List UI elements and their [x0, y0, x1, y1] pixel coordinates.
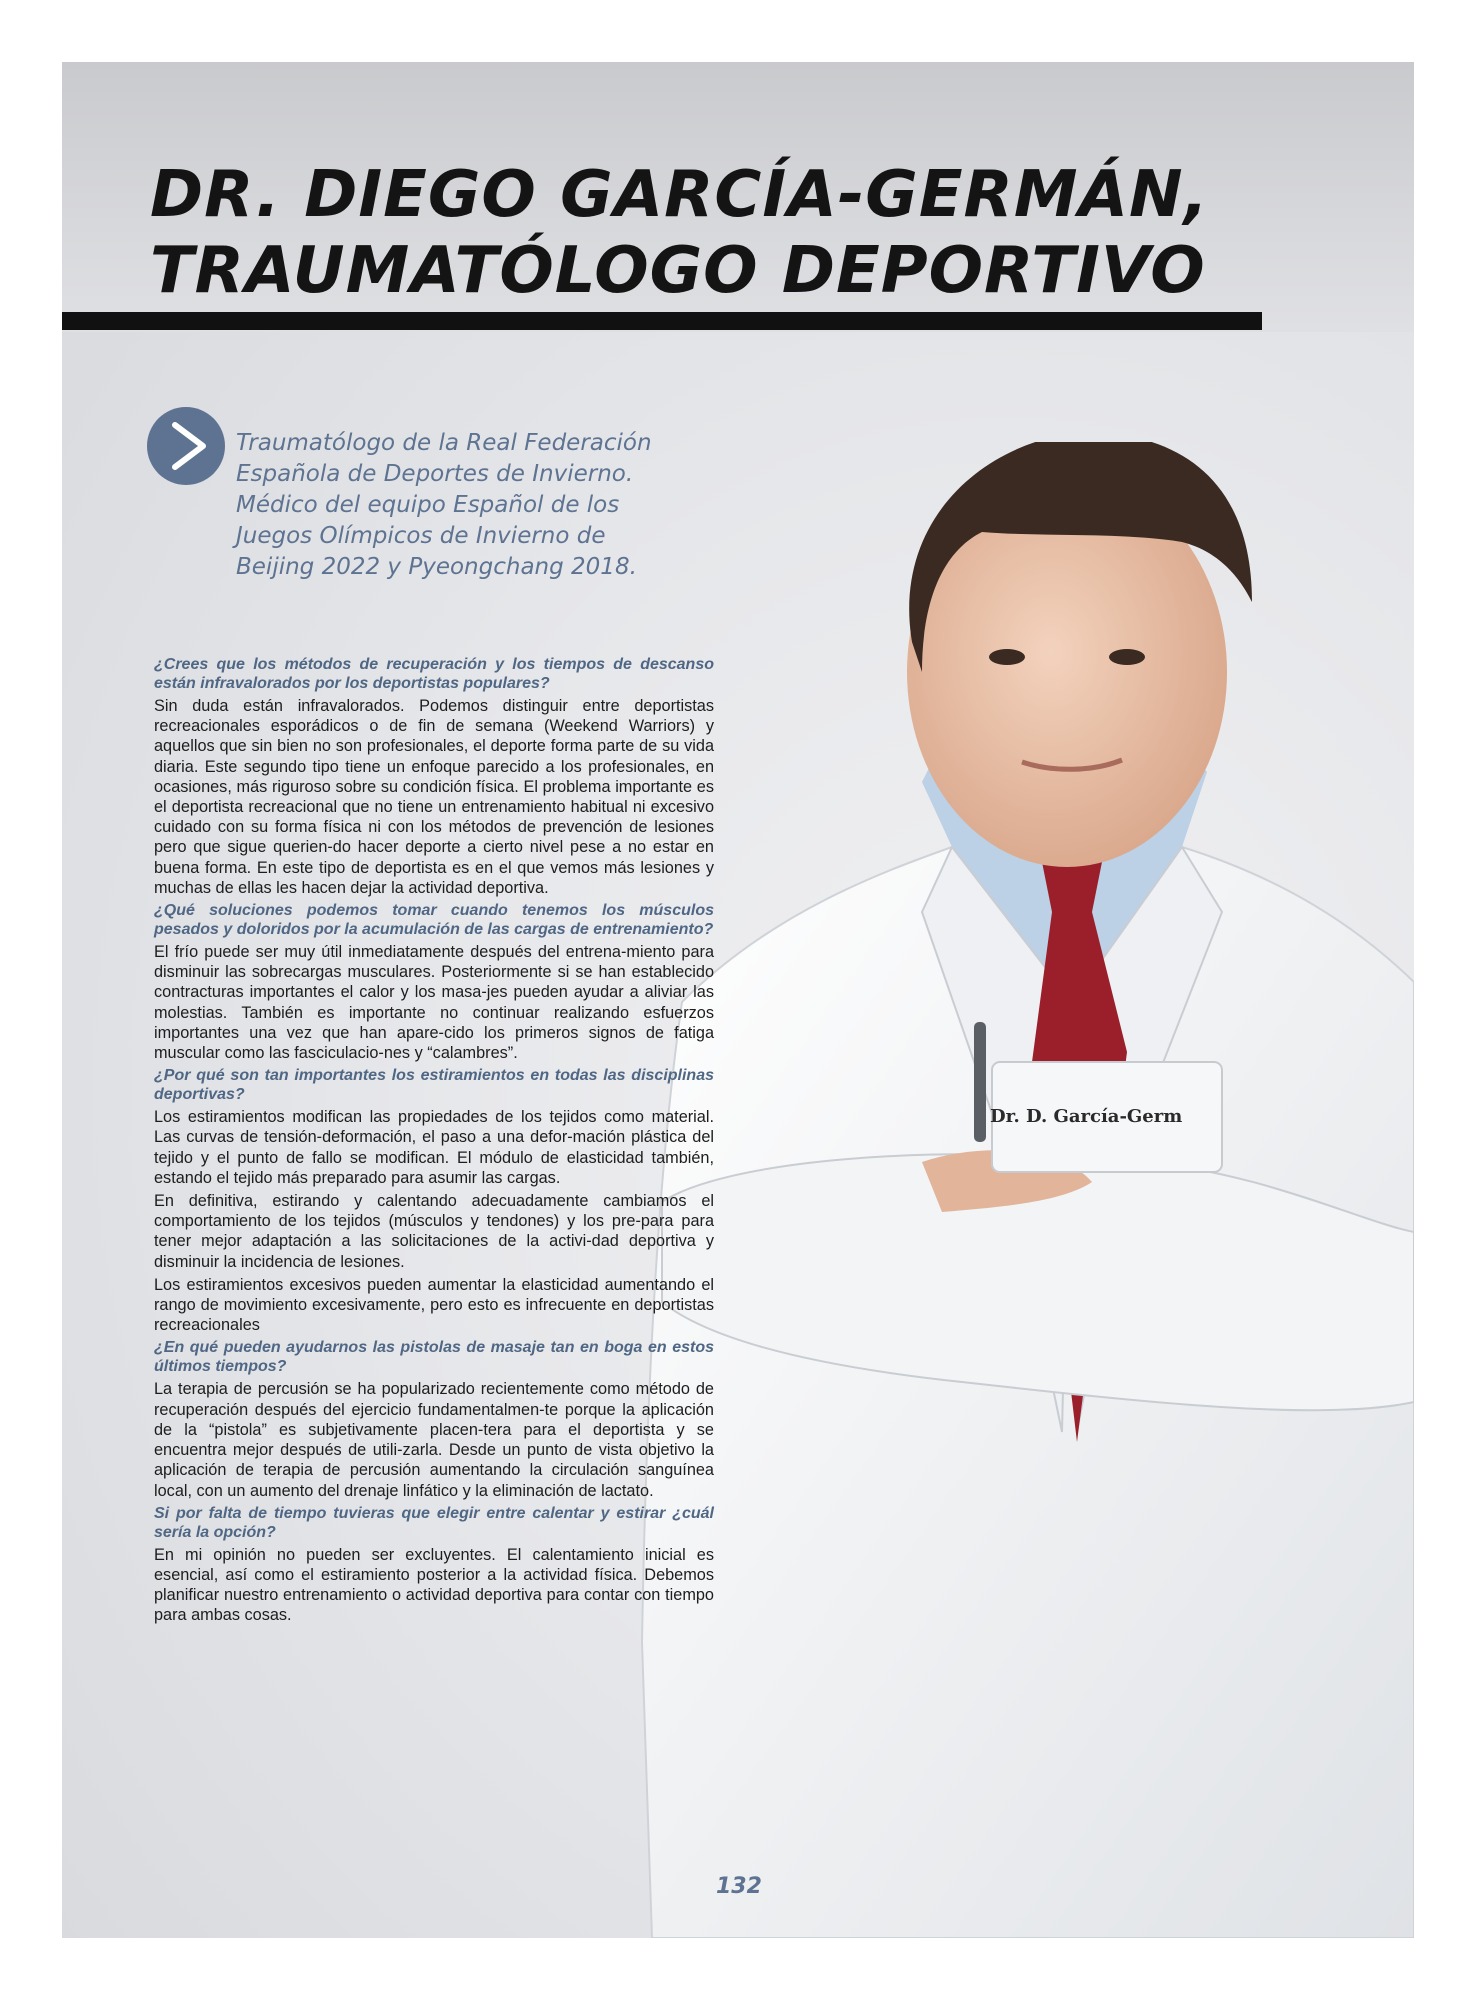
question-4: ¿En qué pueden ayudarnos las pistolas de masaje tan en boga en estos últimos tiempos? [154, 1339, 714, 1376]
answer-3a: Los estiramientos modifican las propiedades de los tejidos como material. Las curvas de tensión-deformación, el paso a una defor-mación plástica del tejido y el punto de fallo se modifican. El módulo de elasticidad también, estando el tejido más preparado para asumir las cargas. [154, 1108, 714, 1187]
intro-lead [236, 428, 756, 583]
question-5: Si por falta de tiempo tuvieras que elegir entre calentar y estirar ¿cuál sería la opción? [154, 1504, 714, 1541]
interview-body [154, 655, 714, 1629]
question-1: ¿Crees que los métodos de recuperación y los tiempos de descanso están infravalorados por los deportistas populares? [154, 656, 714, 692]
intro-line: Médico del equipo Español de los [236, 492, 620, 518]
title-rule [62, 312, 1262, 330]
intro-line: Española de Deportes de Invierno. [236, 461, 634, 487]
answer-3c: Los estiramientos excesivos pueden aumentar la elasticidad aumentando el rango de movimiento excesivamente, pero esto es infrecuente en deportistas recreacionales [154, 1275, 714, 1335]
answer-3b: En definitiva, estirando y calentando adecuadamente cambiamos el comportamiento de los tejidos (músculos y tendones) y los pre-para para tener mejor adaptación a las solicitaciones de la activi-dad deportiva y disminuir la incidencia de lesiones. [154, 1192, 714, 1271]
pen-icon [974, 1022, 986, 1142]
coat-name-tag: Dr. D. García-Germ [990, 1106, 1183, 1127]
doctor-portrait [622, 442, 1414, 1938]
page-title [150, 157, 1209, 309]
question-3: ¿Por qué son tan importantes los estiramientos en todas las disciplinas deportivas? [154, 1067, 714, 1104]
title-line-2: TRAUMATÓLOGO DEPORTIVO [150, 234, 1206, 308]
answer-1: Sin duda están infravalorados. Podemos distinguir entre deportistas recreacionales esporádicos o de fin de semana (Weekend Warriors) y aquellos que sin bien no son profesionales, el deporte forma parte de su vida diaria. Este segundo tipo tiene un enfoque parecido a los profesionales, en ocasiones, más riguroso sobre su condición física. El problema importante es el deportista recreacional que no tiene un entrenamiento habitual ni excesivo cuidado con su forma física ni con los métodos de prevención de lesiones pero que sigue querien-do hacer deporte a cierto nivel pese a no estar en buena forma. En este tipo de deportista es en el que vemos más lesiones y muchas de ellas les hacen dejar la actividad deportiva. [154, 697, 714, 897]
answer-4: La terapia de percusión se ha popularizado recientemente como método de recuperación después del ejercicio fundamentalmen-te porque la aplicación de la “pistola” es subjetivamente placen-tera para el deportista y se encuentra mejor después de utili-zarla. Desde un punto de vista objetivo la aplicación de terapia de percusión aumentando la circulación sanguínea local, con un aumento del drenaje linfático y la eliminación de lactato. [154, 1380, 714, 1500]
intro-line: Juegos Olímpicos de Invierno de [236, 523, 606, 549]
intro-line: Traumatólogo de la Real Federación [236, 430, 652, 456]
intro-line: Beijing 2022 y Pyeongchang 2018. [236, 554, 637, 580]
intro-badge [147, 407, 225, 485]
answer-2: El frío puede ser muy útil inmediatamente después del entrena-miento para disminuir las sobrecargas musculares. Posteriormente si se han establecido contracturas importantes el calor y los masa-jes pueden ayudar a aliviar las molestias. También es importante no continuar realizando esfuerzos importantes una vez que han apare-cido los primeros signos de fatiga muscular como las fasciculacio-nes y “calambres”. [154, 943, 714, 1063]
magazine-page [62, 62, 1414, 1938]
answer-5: En mi opinión no pueden ser excluyentes. El calentamiento inicial es esencial, así como el estiramiento posterior a la actividad física. Debemos planificar nuestro entrenamiento o actividad deportiva para contar con tiempo para ambas cosas. [154, 1545, 714, 1625]
title-line-1: DR. DIEGO GARCÍA-GERMÁN, [150, 158, 1209, 232]
page-number: 132 [716, 1874, 762, 1899]
chevron-right-icon [147, 407, 225, 485]
question-2: ¿Qué soluciones podemos tomar cuando tenemos los músculos pesados y doloridos por la acumulación de las cargas de entrenamiento? [154, 902, 714, 939]
